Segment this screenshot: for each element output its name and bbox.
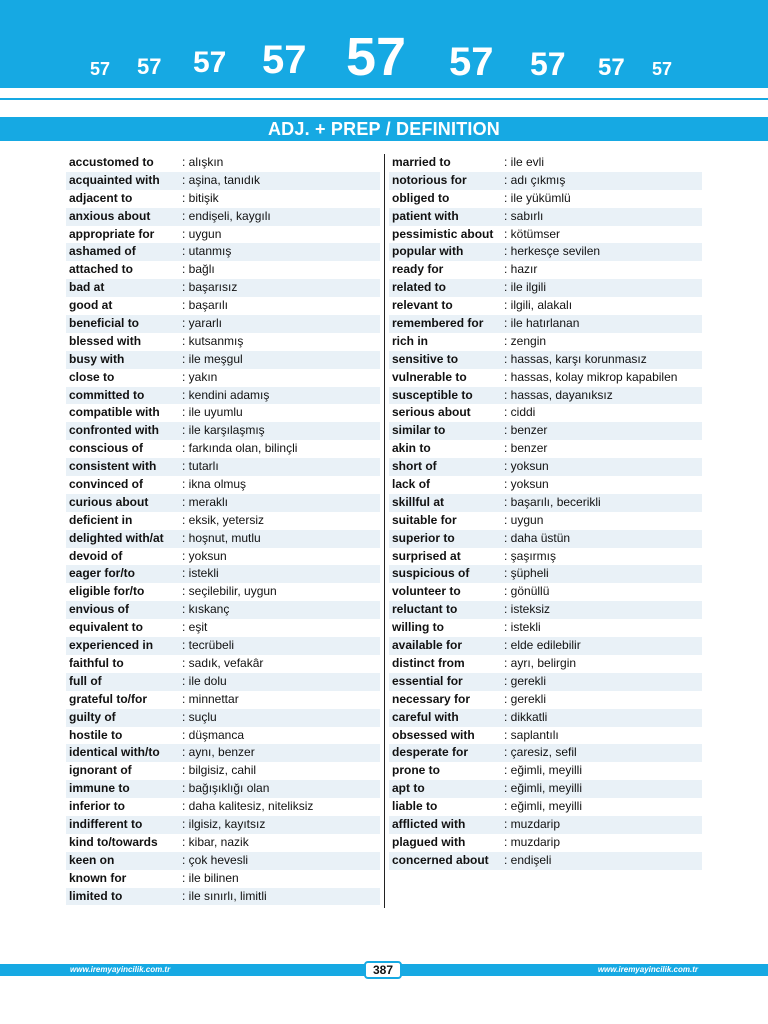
entry-term: popular with [392, 244, 464, 259]
entry-term: anxious about [69, 208, 151, 223]
entry-definition: : düşmanca [182, 727, 245, 742]
entry-term: acquainted with [69, 172, 160, 187]
entry-definition: : ciddi [504, 405, 536, 420]
footer-band-left [0, 964, 366, 976]
entry-term: skillful at [392, 494, 445, 509]
entry-term: conscious of [69, 441, 144, 456]
entry-definition: : farkında olan, bilinçli [182, 441, 298, 456]
entry-definition: : yoksun [504, 477, 549, 492]
footer-band-right [400, 964, 768, 976]
entry-row [66, 583, 380, 601]
entry-row [389, 852, 702, 870]
entry-row [66, 852, 380, 870]
entry-row [389, 798, 702, 816]
entry-row [66, 494, 380, 512]
entry-definition: : eşit [182, 620, 208, 635]
entry-definition: : endişeli, kaygılı [182, 208, 271, 223]
entry-row [66, 744, 380, 762]
entry-term: convinced of [69, 477, 144, 492]
entry-definition: : uygun [504, 512, 544, 527]
entry-definition: : saplantılı [504, 727, 559, 742]
entry-row [66, 333, 380, 351]
entry-term: afflicted with [392, 816, 466, 831]
entry-term: full of [69, 673, 102, 688]
entry-term: prone to [392, 763, 440, 778]
entry-definition: : aynı, benzer [182, 745, 255, 760]
entry-row [66, 673, 380, 691]
entry-term: willing to [392, 620, 444, 635]
entry-term: committed to [69, 387, 145, 402]
entry-definition: : endişeli [504, 852, 552, 867]
entry-row [66, 369, 380, 387]
chapter-number: 57 [193, 46, 227, 79]
entry-definition: : muzdarip [504, 816, 561, 831]
entry-definition: : kötümser [504, 226, 561, 241]
entry-row [66, 404, 380, 422]
page-title: ADJ. + PREP / DEFINITION [267, 119, 500, 139]
entry-row [66, 172, 380, 190]
entry-definition: : bağışıklığı olan [182, 781, 270, 796]
chapter-number: 57 [90, 59, 111, 79]
chapter-number: 57 [530, 46, 566, 82]
entry-term: hostile to [69, 727, 123, 742]
entry-row [66, 530, 380, 548]
entry-row [66, 798, 380, 816]
entry-row [66, 208, 380, 226]
entry-term: obliged to [392, 190, 450, 205]
entry-row [66, 261, 380, 279]
entry-term: attached to [69, 262, 134, 277]
entry-definition: : ile bilinen [182, 870, 239, 885]
entry-definition: : utanmış [182, 244, 232, 259]
entry-definition: : ile karşılaşmış [182, 423, 265, 438]
entry-row [66, 315, 380, 333]
entry-term: eligible for/to [69, 584, 145, 599]
entry-definition: : ile dolu [182, 673, 227, 688]
entry-definition: : bağlı [182, 262, 215, 277]
entry-row [66, 870, 380, 888]
entry-term: adjacent to [69, 190, 133, 205]
entry-term: vulnerable to [392, 369, 467, 384]
entry-row [66, 387, 380, 405]
entry-definition: : ile yükümlü [504, 190, 571, 205]
footer-url-left[interactable]: www.iremyayincilik.com.tr [70, 965, 171, 974]
entry-definition: : hassas, dayanıksız [504, 387, 613, 402]
entry-term: inferior to [69, 799, 125, 814]
entry-term: plagued with [392, 834, 466, 849]
entry-definition: : istekli [504, 620, 541, 635]
entry-row [66, 565, 380, 583]
entry-definition: : sabırlı [504, 208, 544, 223]
entry-definition: : hassas, karşı korunmasız [504, 351, 647, 366]
entry-term: sensitive to [392, 351, 459, 366]
entry-term: relevant to [392, 298, 453, 313]
entry-row [389, 512, 702, 530]
entry-definition: : isteksiz [504, 602, 551, 617]
entry-row [66, 709, 380, 727]
entry-term: remembered for [392, 316, 484, 331]
entry-definition: : başarılı [182, 298, 229, 313]
entry-definition: : hoşnut, mutlu [182, 530, 261, 545]
entry-row [389, 422, 702, 440]
entry-row [66, 655, 380, 673]
entry-term: known for [69, 870, 127, 885]
entry-term: identical with/to [69, 745, 160, 760]
entry-row [389, 619, 702, 637]
entry-row [389, 190, 702, 208]
entry-term: reluctant to [392, 602, 458, 617]
entry-definition: : eğimli, meyilli [504, 763, 583, 778]
entry-row [389, 333, 702, 351]
entry-term: beneficial to [69, 316, 140, 331]
header-band [0, 0, 768, 88]
entry-row [389, 601, 702, 619]
entry-definition: : yoksun [182, 548, 227, 563]
entry-term: similar to [392, 423, 446, 438]
right-column [389, 154, 702, 870]
entry-row [389, 154, 702, 172]
entry-term: bad at [69, 280, 105, 295]
chapter-number: 57 [598, 54, 625, 81]
entry-definition: : bilgisiz, cahil [182, 763, 257, 778]
entry-row [389, 279, 702, 297]
entry-definition: : meraklı [182, 494, 229, 509]
entry-row [389, 530, 702, 548]
entry-definition: : yararlı [182, 316, 223, 331]
entry-definition: : şaşırmış [504, 548, 557, 563]
entry-definition: : daha kalitesiz, niteliksiz [182, 799, 314, 814]
entry-row [389, 637, 702, 655]
entry-definition: : ikna olmuş [182, 477, 247, 492]
entry-definition: : gerekli [504, 691, 547, 706]
entry-term: akin to [392, 441, 431, 456]
chapter-number-main: 57 [346, 27, 407, 87]
entry-term: busy with [69, 351, 125, 366]
entry-term: curious about [69, 494, 149, 509]
entry-definition: : benzer [504, 441, 548, 456]
entry-term: suspicious of [392, 566, 470, 581]
entry-definition: : herkesçe sevilen [504, 244, 601, 259]
entry-definition: : benzer [504, 423, 548, 438]
entry-definition: : eğimli, meyilli [504, 799, 583, 814]
entry-definition: : suçlu [182, 709, 217, 724]
entry-row [389, 351, 702, 369]
entry-definition: : ile ilgili [504, 280, 547, 295]
entry-term: obsessed with [392, 727, 475, 742]
entry-term: distinct from [392, 655, 465, 670]
entry-row [389, 458, 702, 476]
entry-term: desperate for [392, 745, 469, 760]
entry-row [389, 744, 702, 762]
entry-row [66, 834, 380, 852]
entry-term: confronted with [69, 423, 159, 438]
entry-row [389, 583, 702, 601]
entry-term: consistent with [69, 459, 157, 474]
entry-definition: : istekli [182, 566, 219, 581]
entry-row [389, 404, 702, 422]
entry-term: kind to/towards [69, 834, 158, 849]
column-divider [384, 154, 385, 908]
entry-row [66, 190, 380, 208]
entry-term: rich in [392, 333, 429, 348]
entry-term: careful with [392, 709, 459, 724]
entry-row [66, 422, 380, 440]
entry-row [389, 709, 702, 727]
entry-definition: : eğimli, meyilli [504, 781, 583, 796]
entry-definition: : yoksun [504, 459, 549, 474]
entry-term: lack of [392, 477, 431, 492]
entry-row [389, 297, 702, 315]
entry-definition: : zengin [504, 333, 547, 348]
chapter-number: 57 [449, 40, 494, 84]
entry-row [389, 727, 702, 745]
entry-row [389, 655, 702, 673]
entry-row [66, 154, 380, 172]
entry-definition: : başarılı, becerikli [504, 494, 601, 509]
entry-term: necessary for [392, 691, 471, 706]
entry-definition: : adı çıkmış [504, 172, 566, 187]
entry-term: good at [69, 298, 113, 313]
entry-row [66, 691, 380, 709]
entry-row [66, 762, 380, 780]
entry-definition: : kıskanç [182, 602, 230, 617]
entry-definition: : yakın [182, 369, 218, 384]
entry-row [66, 512, 380, 530]
entry-row [66, 619, 380, 637]
entry-term: short of [392, 459, 437, 474]
entry-row [389, 208, 702, 226]
entry-definition: : kendini adamış [182, 387, 270, 402]
entry-row [66, 458, 380, 476]
entry-definition: : dikkatli [504, 709, 548, 724]
entry-term: susceptible to [392, 387, 473, 402]
entry-definition: : ile sınırlı, limitli [182, 888, 267, 903]
entry-row [389, 369, 702, 387]
entry-term: keen on [69, 852, 115, 867]
entry-row [389, 834, 702, 852]
entry-term: concerned about [392, 852, 489, 867]
entry-row [389, 565, 702, 583]
entry-term: apt to [392, 781, 425, 796]
entry-definition: : aşina, tanıdık [182, 172, 261, 187]
entry-term: devoid of [69, 548, 123, 563]
entry-row [66, 727, 380, 745]
entry-row [389, 494, 702, 512]
footer-url-right[interactable]: www.iremyayincilik.com.tr [597, 965, 698, 974]
entry-definition: : kutsanmış [182, 333, 244, 348]
entry-definition: : minnettar [182, 691, 239, 706]
entry-definition: : ile evli [504, 155, 545, 169]
entry-row [389, 691, 702, 709]
entry-definition: : gönüllü [504, 584, 550, 599]
entry-term: related to [392, 280, 447, 295]
entry-definition: : başarısız [182, 280, 238, 295]
entry-row [389, 387, 702, 405]
entry-row [66, 637, 380, 655]
entry-row [66, 816, 380, 834]
entry-row [389, 315, 702, 333]
entry-row [389, 816, 702, 834]
entry-term: accustomed to [69, 155, 154, 169]
header-rule [0, 98, 768, 100]
entry-row [389, 673, 702, 691]
entry-term: close to [69, 369, 115, 384]
entry-row [66, 440, 380, 458]
entry-definition: : seçilebilir, uygun [182, 584, 277, 599]
chapter-number: 57 [137, 54, 162, 79]
page-number: 387 [364, 961, 402, 979]
entry-row [389, 172, 702, 190]
entry-term: immune to [69, 781, 130, 796]
entry-term: guilty of [69, 709, 116, 724]
entry-row [389, 476, 702, 494]
entry-definition: : muzdarip [504, 834, 561, 849]
entry-term: pessimistic about [392, 226, 494, 241]
entry-term: available for [392, 638, 463, 653]
entry-row [389, 762, 702, 780]
entry-row [389, 226, 702, 244]
entry-term: experienced in [69, 638, 154, 653]
entry-definition: : kibar, nazik [182, 834, 249, 849]
entry-row [66, 351, 380, 369]
entry-row [66, 476, 380, 494]
entry-row [389, 243, 702, 261]
entry-definition: : hassas, kolay mikrop kapabilen [504, 369, 678, 384]
chapter-number: 57 [652, 59, 673, 79]
entry-row [389, 440, 702, 458]
entry-definition: : alışkın [182, 155, 224, 169]
entry-definition: : hazır [504, 262, 538, 277]
entry-term: blessed with [69, 333, 142, 348]
entry-term: indifferent to [69, 816, 143, 831]
entry-definition: : ile uyumlu [182, 405, 243, 420]
entry-term: liable to [392, 799, 438, 814]
entry-definition: : ile meşgul [182, 351, 243, 366]
entry-term: ashamed of [69, 244, 136, 259]
entry-row [66, 297, 380, 315]
entry-definition: : ilgisiz, kayıtsız [182, 816, 266, 831]
entry-row [389, 548, 702, 566]
entry-term: patient with [392, 208, 459, 223]
entry-row [389, 780, 702, 798]
entry-definition: : şüpheli [504, 566, 549, 581]
entry-definition: : ile hatırlanan [504, 316, 580, 331]
entry-term: ignorant of [69, 763, 132, 778]
entry-definition: : uygun [182, 226, 222, 241]
entry-term: compatible with [69, 405, 160, 420]
entry-term: appropriate for [69, 226, 155, 241]
entry-term: equivalent to [69, 620, 144, 635]
entry-term: serious about [392, 405, 471, 420]
entry-definition: : tutarlı [182, 459, 219, 474]
entry-term: eager for/to [69, 566, 136, 581]
entry-row [66, 243, 380, 261]
entry-definition: : eksik, yetersiz [182, 512, 265, 527]
entry-term: deficient in [69, 512, 133, 527]
entry-term: married to [392, 155, 451, 169]
entry-term: faithful to [69, 655, 124, 670]
entry-definition: : tecrübeli [182, 638, 235, 653]
entry-definition: : çok hevesli [182, 852, 249, 867]
entry-definition: : gerekli [504, 673, 547, 688]
entry-term: volunteer to [392, 584, 461, 599]
entry-row [66, 279, 380, 297]
left-column [66, 154, 380, 905]
entry-definition: : sadık, vefakâr [182, 655, 264, 670]
entry-row [66, 780, 380, 798]
entry-term: delighted with/at [69, 530, 164, 545]
entry-term: essential for [392, 673, 463, 688]
entry-term: limited to [69, 888, 123, 903]
entry-row [389, 261, 702, 279]
entry-term: suitable for [392, 512, 457, 527]
entry-definition: : elde edilebilir [504, 638, 581, 653]
entry-definition: : ilgili, alakalı [504, 298, 573, 313]
entry-term: ready for [392, 262, 444, 277]
entry-term: envious of [69, 602, 130, 617]
entry-row [66, 888, 380, 906]
entry-row [66, 548, 380, 566]
entry-term: surprised at [392, 548, 461, 563]
entry-term: notorious for [392, 172, 467, 187]
entry-term: superior to [392, 530, 455, 545]
entry-definition: : daha üstün [504, 530, 571, 545]
entry-definition: : çaresiz, sefil [504, 745, 577, 760]
entry-definition: : ayrı, belirgin [504, 655, 577, 670]
entry-term: grateful to/for [69, 691, 147, 706]
entry-row [66, 601, 380, 619]
entry-row [66, 226, 380, 244]
chapter-number: 57 [262, 38, 307, 82]
entry-definition: : bitişik [182, 190, 219, 205]
